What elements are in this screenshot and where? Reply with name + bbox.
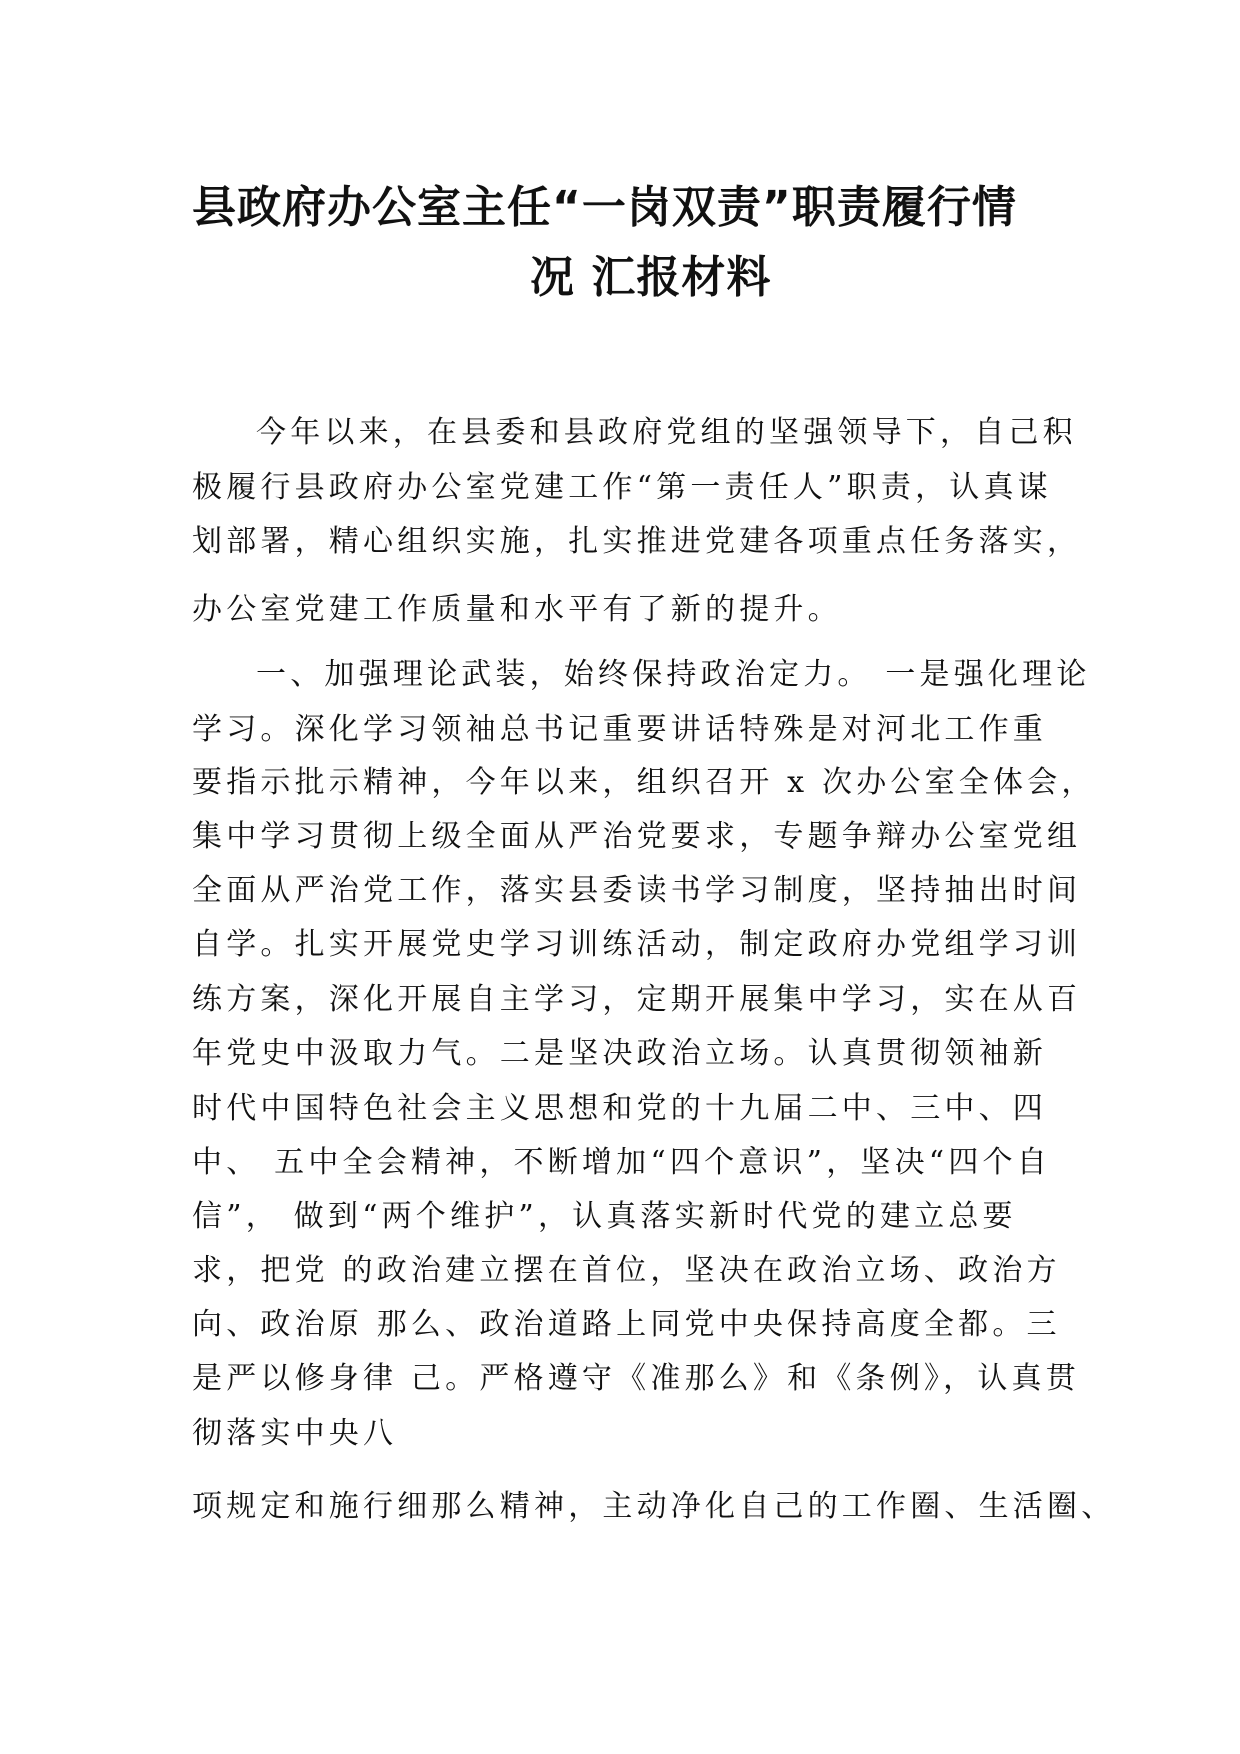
document-title-line-2: 况 汇报材料 bbox=[530, 252, 772, 303]
body-line: 练方案，深化开展自主学习，定期开展集中学习，实在从百 bbox=[192, 982, 1082, 1017]
body-line: 学习。深化学习领袖总书记重要讲话特殊是对河北工作重 bbox=[192, 712, 1047, 747]
body-line: 一、加强理论武装，始终保持政治定力。 一是强化理论 bbox=[256, 657, 1091, 692]
body-line: 彻落实中央八 bbox=[192, 1416, 398, 1451]
body-line: 划部署，精心组织实施，扎实推进党建各项重点任务落实， bbox=[192, 524, 1082, 559]
body-line: 年党史中汲取力气。二是坚决政治立场。认真贯彻领袖新 bbox=[192, 1036, 1047, 1071]
body-line: 极履行县政府办公室党建工作“第一责任人”职责，认真谋 bbox=[192, 470, 1052, 505]
body-line: 项规定和施行细那么精神，主动净化自己的工作圈、生活圈、 bbox=[192, 1489, 1116, 1524]
body-line: 今年以来，在县委和县政府党组的坚强领导下，自己积 bbox=[256, 415, 1077, 450]
document-title-line-1: 县政府办公室主任“一岗双责”职责履行情 bbox=[192, 182, 1017, 233]
body-line: 求，把党 的政治建立摆在首位，坚决在政治立场、政治方 bbox=[192, 1253, 1061, 1288]
body-line: 时代中国特色社会主义思想和党的十九届二中、三中、四 bbox=[192, 1091, 1047, 1126]
body-line: 集中学习贯彻上级全面从严治党要求，专题争辩办公室党组 bbox=[192, 819, 1082, 854]
body-line: 是严以修身律 己。严格遵守《准那么》和《条例》，认真贯 bbox=[192, 1361, 1080, 1396]
body-line: 要指示批示精神，今年以来，组织召开 x 次办公室全体会， bbox=[192, 765, 1096, 800]
body-line: 向、政治原 那么、政治道路上同党中央保持高度全都。三 bbox=[192, 1307, 1061, 1342]
body-line: 全面从严治党工作，落实县委读书学习制度，坚持抽出时间 bbox=[192, 873, 1082, 908]
body-line: 办公室党建工作质量和水平有了新的提升。 bbox=[192, 592, 842, 627]
body-line: 信”， 做到“两个维护”，认真落实新时代党的建立总要 bbox=[192, 1199, 1017, 1234]
body-line: 中、 五中全会精神，不断增加“四个意识”，坚决“四个自 bbox=[192, 1145, 1051, 1180]
body-line: 自学。扎实开展党史学习训练活动，制定政府办党组学习训 bbox=[192, 927, 1082, 962]
